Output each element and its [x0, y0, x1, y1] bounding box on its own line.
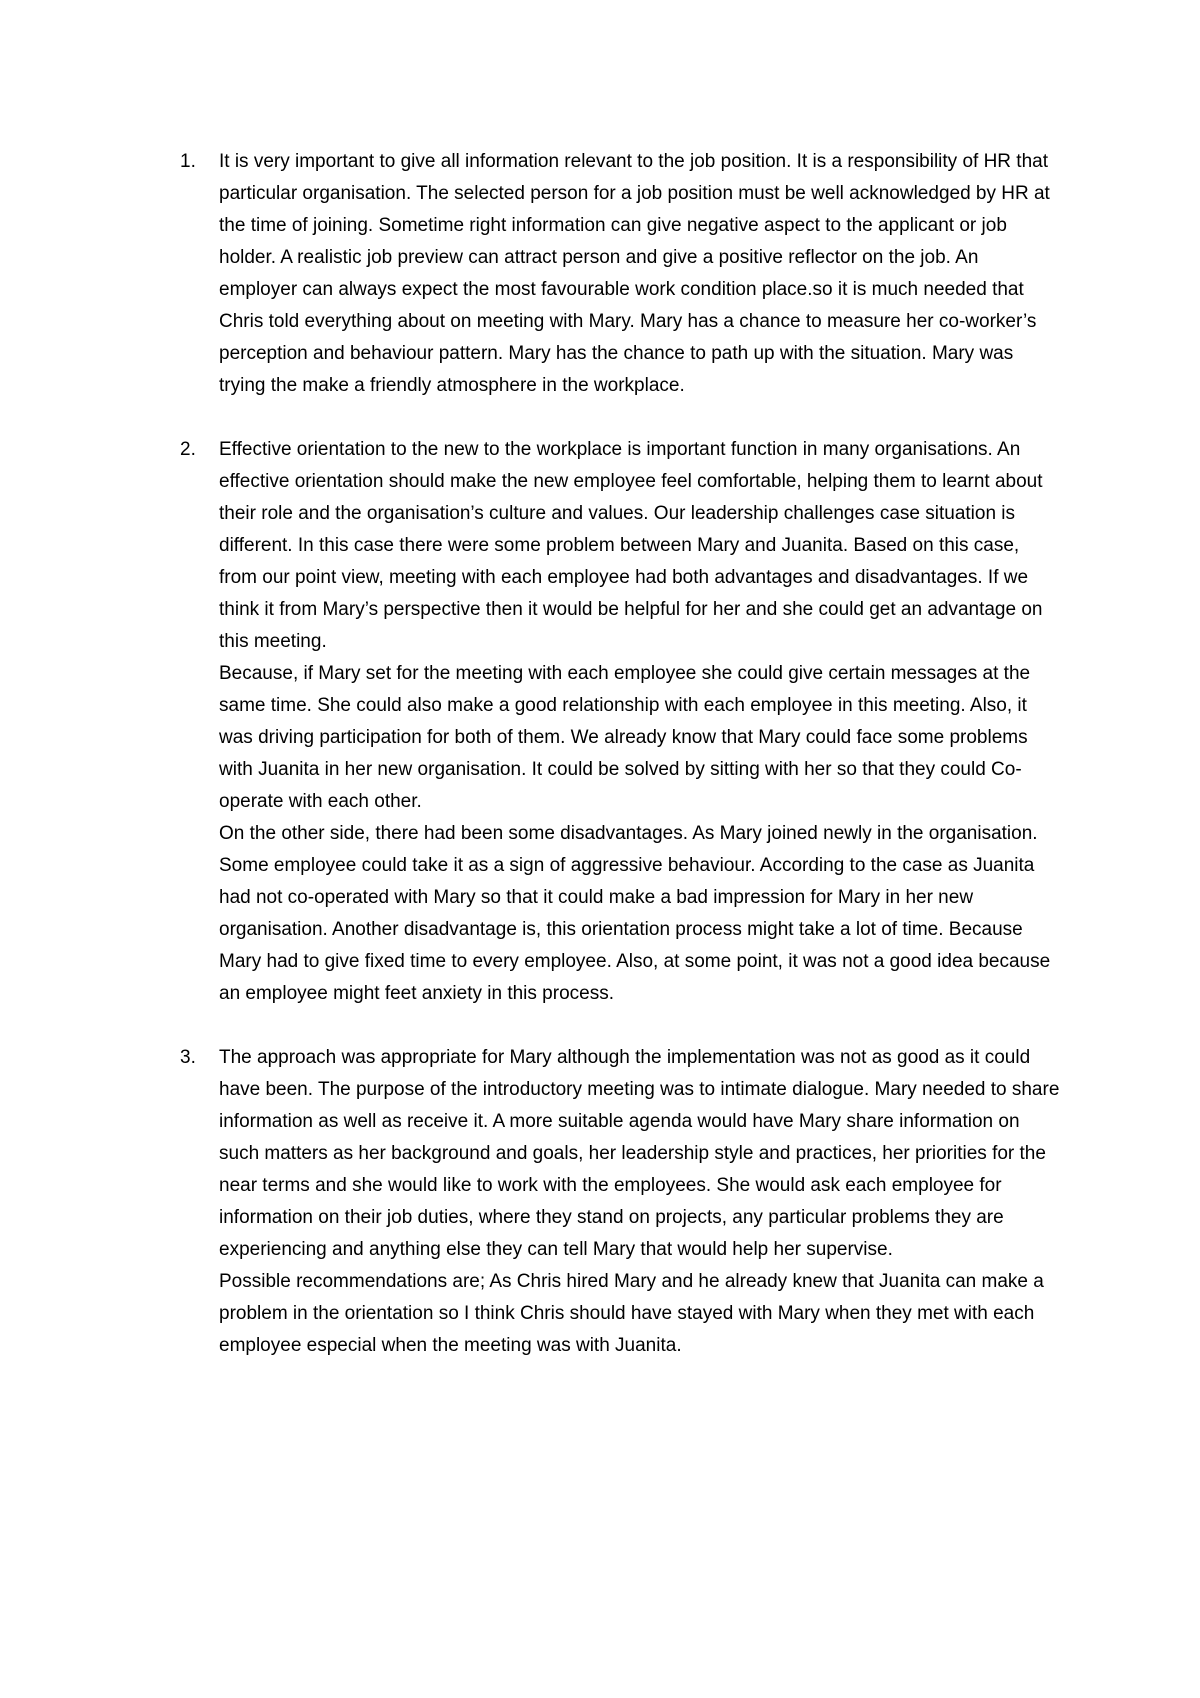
answer-item-2 — [180, 434, 1060, 1010]
numbered-answer-list — [180, 146, 1060, 1394]
answer-paragraph: On the other side, there had been some disadvantages. As Mary joined newly in the organisation. Some employee could take it as a sign of aggressive behaviour. According to the case as Juanita had not co-operated with Mary so that it could make a bad impression for Mary in her new organisation. Another disadvantage is, this orientation process might take a lot of time. Because Mary had to give fixed time to every employee. Also, at some point, it was not a good idea because an employee might feet anxiety in this process. — [219, 823, 1051, 1004]
answer-item-1 — [180, 146, 1060, 402]
item-number: 1. — [180, 151, 196, 172]
answer-paragraph: Effective orientation to the new to the workplace is important function in many organisations. An effective orientation should make the new employee feel comfortable, helping them to learnt about their role and the organisation’s culture and values. Our leadership challenges case situation is different. In this case there were some problem between Mary and Juanita. Based on this case, from our point view, meeting with each employee had both advantages and disadvantages. If we think it from Mary’s perspective then it would be helpful for her and she could get an advantage on this meeting. — [219, 439, 1043, 652]
answer-paragraph: Possible recommendations are; As Chris hired Mary and he already knew that Juanita can make a problem in the orientation so I think Chris should have stayed with Mary when they met with each employee especial when the meeting was with Juanita. — [219, 1271, 1044, 1356]
answer-paragraph: It is very important to give all information relevant to the job position. It is a responsibility of HR that particular organisation. The selected person for a job position must be well acknowledged by HR at the time of joining. Sometime right information can give negative aspect to the applicant or job holder. A realistic job preview can attract person and give a positive reflector on the job. An employer can always expect the most favourable work condition place.so it is much needed that Chris told everything about on meeting with Mary. Mary has a chance to measure her co-worker’s perception and behaviour pattern. Mary has the chance to path up with the situation. Mary was trying the make a friendly atmosphere in the workplace. — [219, 151, 1050, 396]
item-number: 3. — [180, 1047, 196, 1068]
answer-item-3 — [180, 1042, 1060, 1362]
answer-paragraph: Because, if Mary set for the meeting with each employee she could give certain messages at the same time. She could also make a good relationship with each employee in this meeting. Also, it was driving participation for both of them. We already know that Mary could face some problems with Juanita in her new organisation. It could be solved by sitting with her so that they could Co-operate with each other. — [219, 663, 1031, 812]
answer-paragraph: The approach was appropriate for Mary although the implementation was not as good as it could have been. The purpose of the introductory meeting was to intimate dialogue. Mary needed to share information as well as receive it. A more suitable agenda would have Mary share information on such matters as her background and goals, her leadership style and practices, her priorities for the near terms and she would like to work with the employees. She would ask each employee for information on their job duties, where they stand on projects, any particular problems they are experiencing and anything else they can tell Mary that would help her supervise. — [219, 1047, 1060, 1260]
item-number: 2. — [180, 439, 196, 460]
